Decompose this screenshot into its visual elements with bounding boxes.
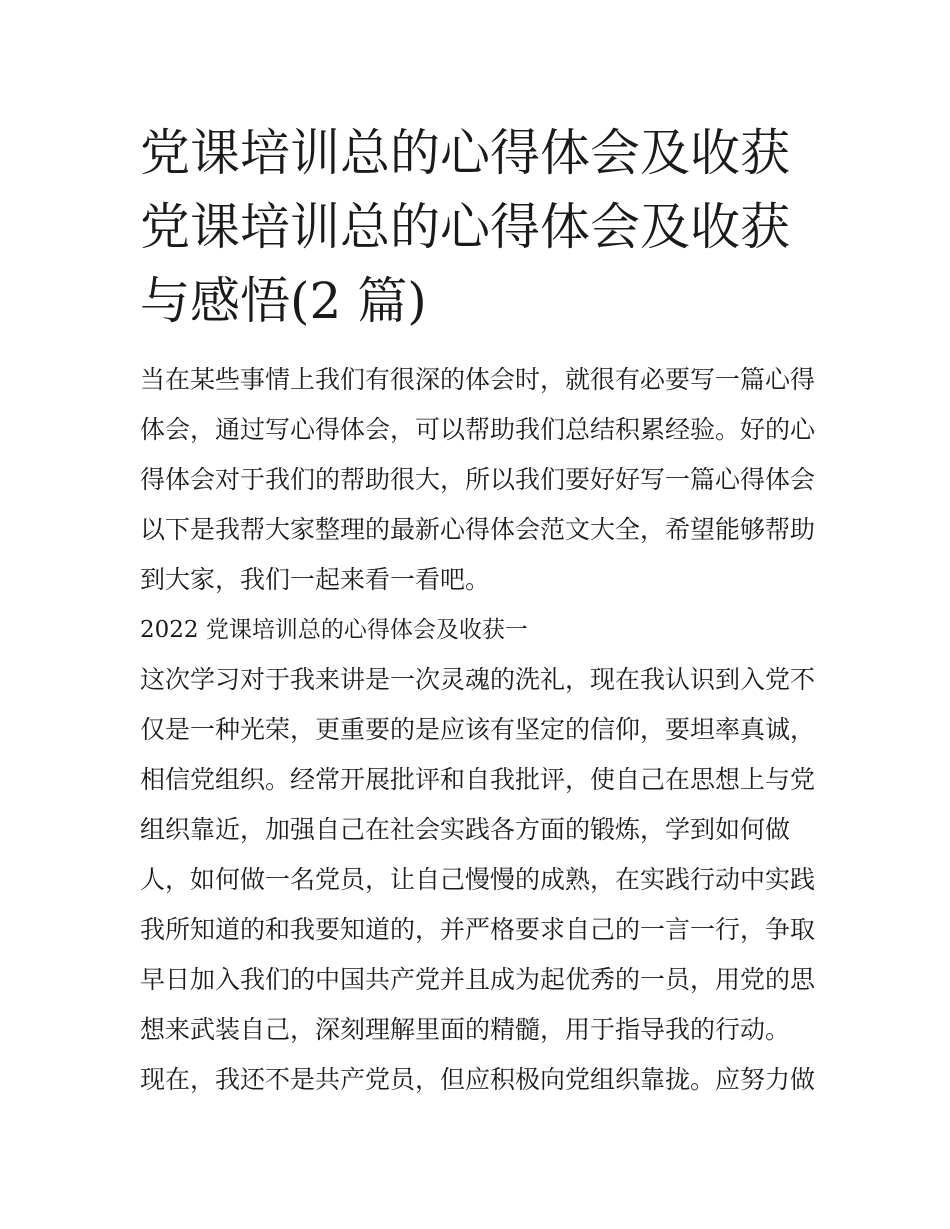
intro-line: 以下是我帮大家整理的最新心得体会范文大全，希望能够帮助	[140, 515, 816, 544]
intro-line: 到大家，我们一起来看一看吧。	[140, 565, 491, 594]
section-line: 组织靠近，加强自己在社会实践各方面的锻炼，学到如何做	[140, 815, 791, 844]
section-line: 仅是一种光荣，更重要的是应该有坚定的信仰，要坦率真诚，	[140, 715, 816, 744]
section-line: 现在，我还不是共产党员，但应积极向党组织靠拢。应努力做	[140, 1065, 816, 1094]
section-line: 早日加入我们的中国共产党并且成为起优秀的一员，用党的思	[140, 965, 816, 994]
document-body	[140, 355, 820, 1105]
section-line: 这次学习对于我来讲是一次灵魂的洗礼，现在我认识到入党不	[140, 665, 816, 694]
intro-line: 得体会对于我们的帮助很大，所以我们要好好写一篇心得体会	[140, 465, 816, 494]
section-line: 想来武装自己，深刻理解里面的精髓，用于指导我的行动。	[140, 1015, 791, 1044]
section-line: 人，如何做一名党员，让自己慢慢的成熟，在实践行动中实践	[140, 865, 816, 894]
section-heading: 2022 党课培训总的心得体会及收获一	[140, 617, 528, 643]
intro-line: 体会，通过写心得体会，可以帮助我们总结积累经验。好的心	[140, 415, 816, 444]
document-title	[140, 116, 820, 338]
section-line: 相信党组织。经常开展批评和自我批评，使自己在思想上与党	[140, 765, 816, 794]
title-line: 与感悟(2 篇)	[140, 272, 427, 330]
title-line: 党课培训总的心得体会及收获	[140, 198, 790, 256]
title-line: 党课培训总的心得体会及收获	[140, 124, 790, 182]
section-line: 我所知道的和我要知道的，并严格要求自己的一言一行，争取	[140, 915, 816, 944]
intro-line: 当在某些事情上我们有很深的体会时，就很有必要写一篇心得	[140, 365, 816, 394]
